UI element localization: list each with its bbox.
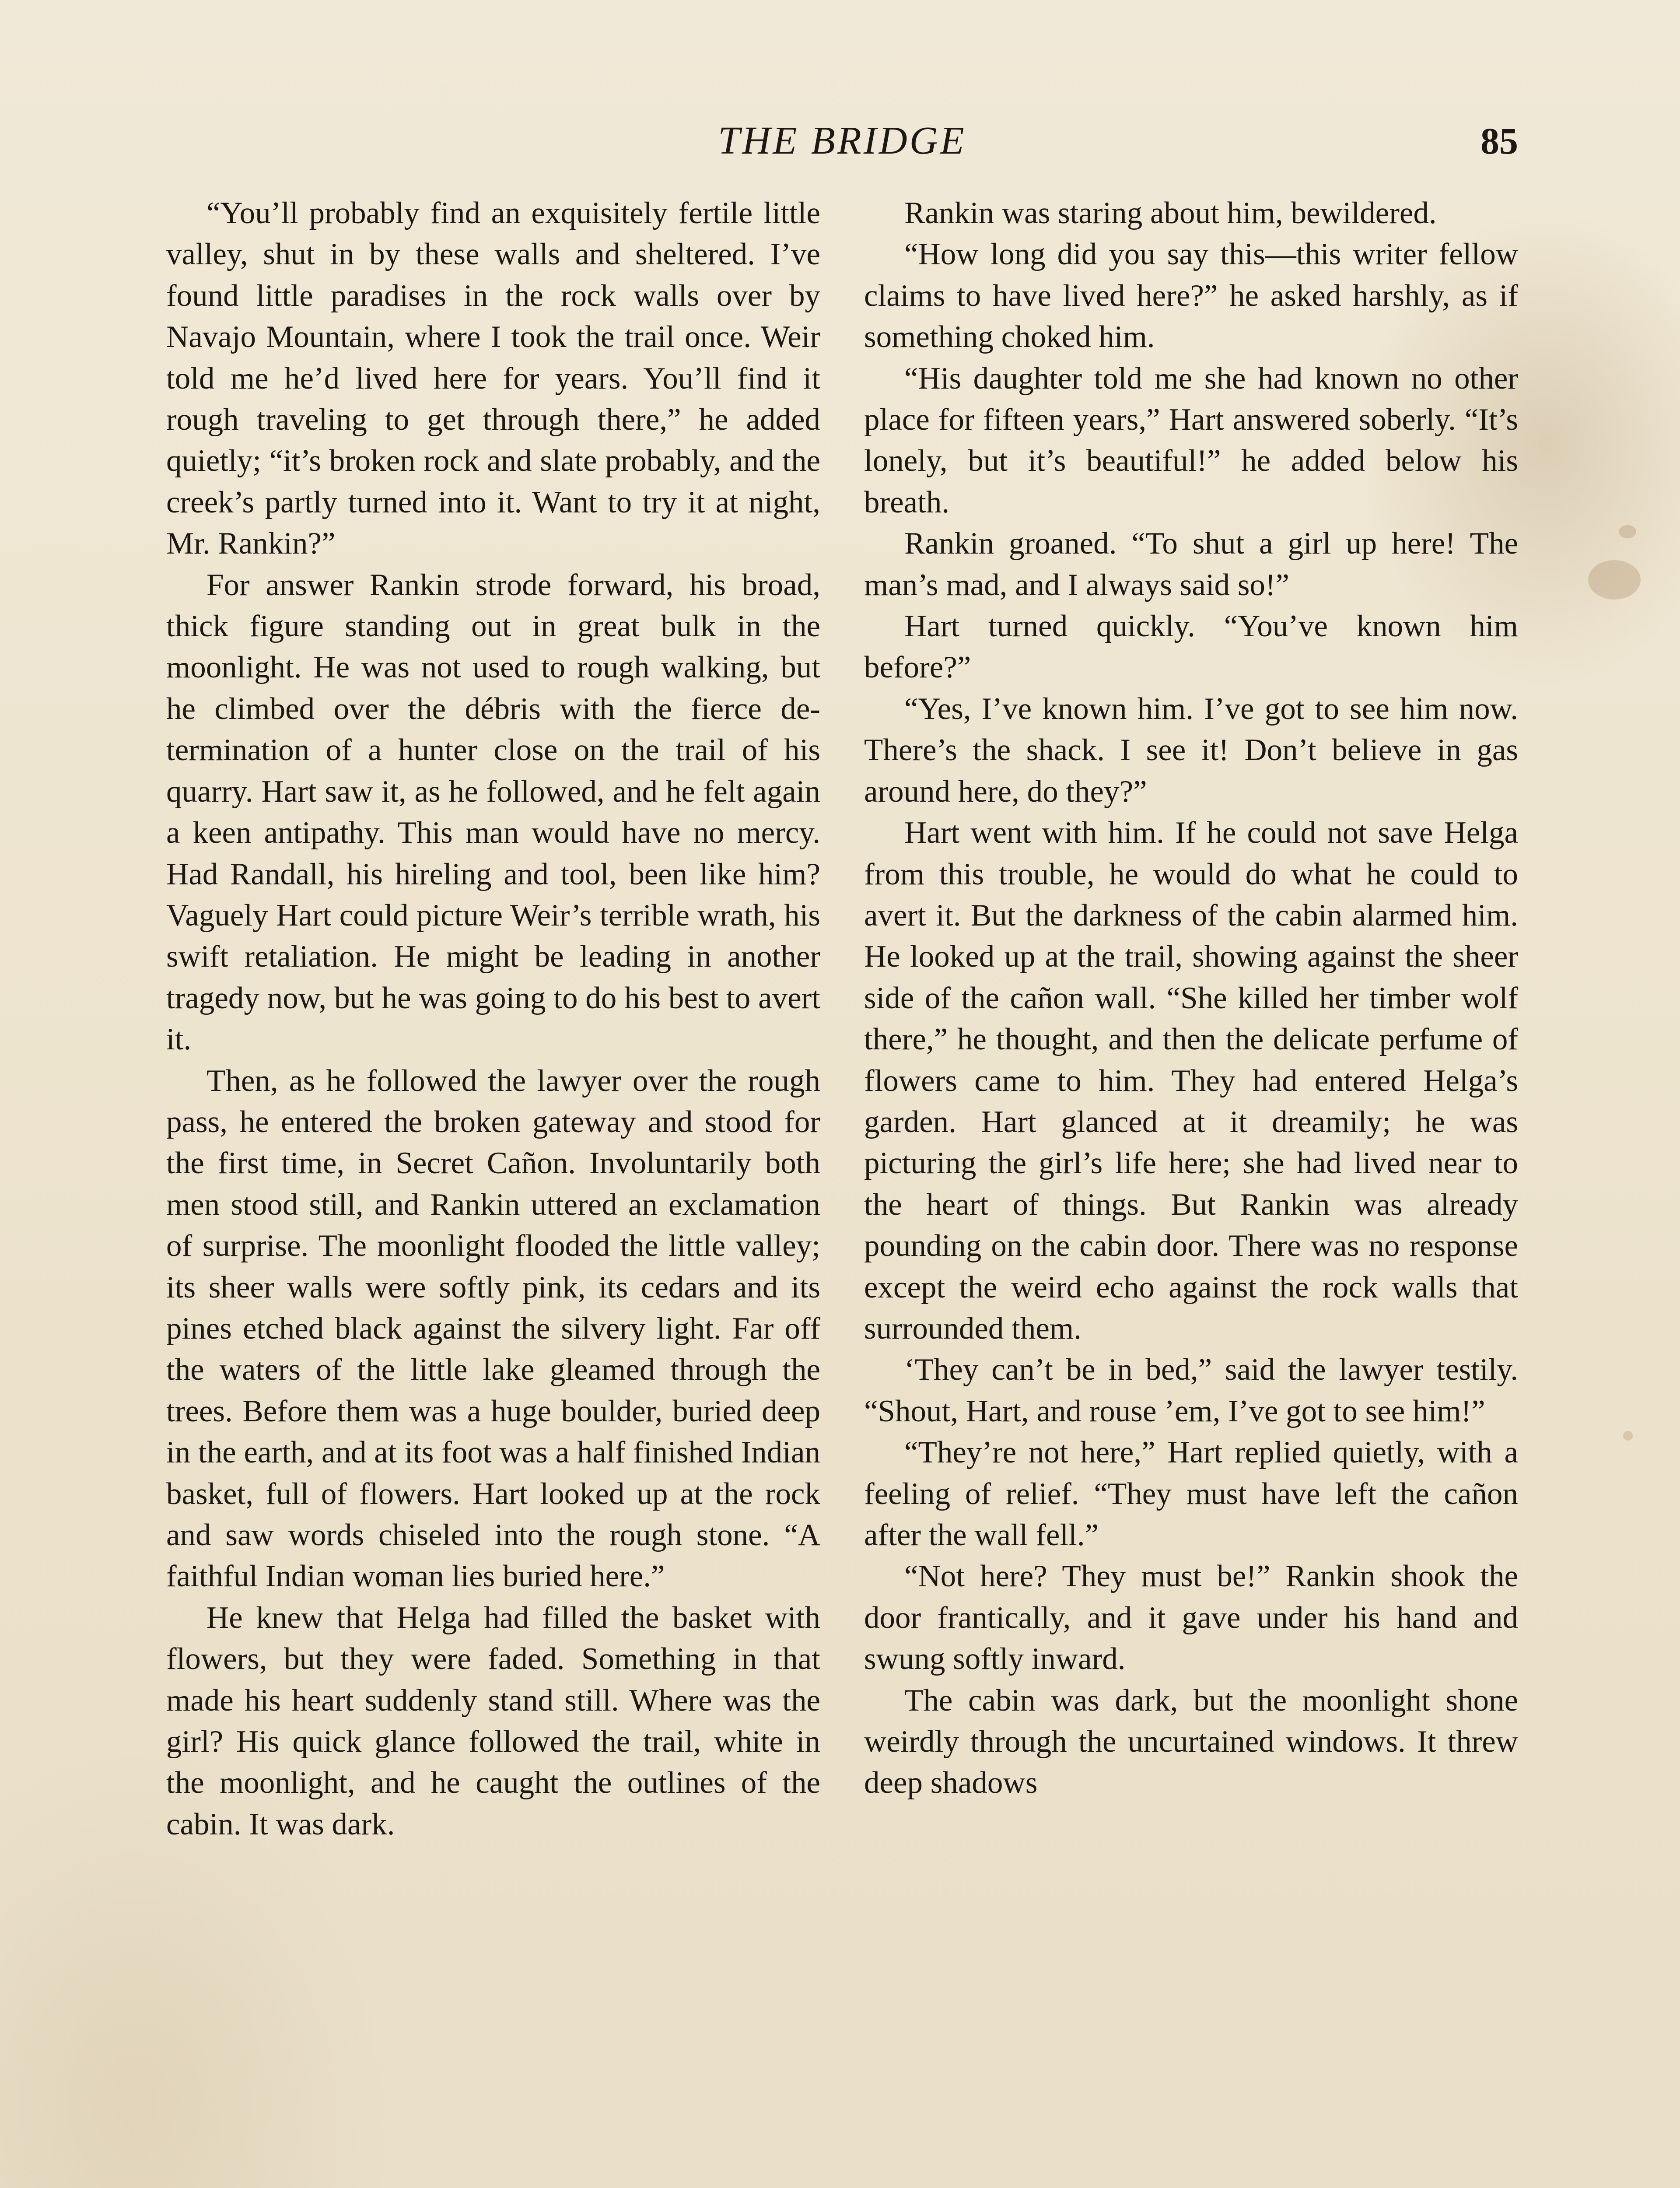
paragraph: ‘They can’t be in bed,” said the lawyer testily. “Shout, Hart, and rouse ’em, I’ve got to see him!” [864, 1353, 1518, 1428]
paragraph: “Yes, I’ve known him. I’ve got to see him now. There’s the shack. I see it! Don’t believe in gas around here, do they?” [864, 691, 1518, 809]
paper-stain [1623, 1431, 1633, 1441]
paragraph: Hart turned quickly. “You’ve known him before?” [864, 609, 1518, 685]
paragraph: Then, as he followed the lawyer over the rough pass, he entered the broken gateway and stood for the first time, in Secret Cañon. Involuntarily both men stood still, and Rankin uttered an exclamation of surprise. The moonlight flooded the little valley; its sheer walls were softly pink, its cedars and its pines etched black against the silvery light. Far off the waters of the little lake gleamed through the trees. Before them was a huge boulder, buried deep in the earth, and at its foot was a half finished Indian basket, full of flowers. Hart looked up at the rock and saw words chiseled into the rough stone. “A faithful Indian woman lies buried here.” [166, 1063, 820, 1594]
paragraph: Hart went with him. If he could not save Helga from this trouble, he would do what he could to avert it. But the darkness of the cabin alarmed him. He looked up at the trail, showing against the sheer side of the cañon wall. “She killed her timber wolf there,” he thought, and then the delicate perfume of flowers came to him. They had entered Helga’s garden. Hart glanced at it dreamily; he was picturing the girl’s life here; she had lived near to the heart of things. But Rankin was already pounding on the cabin door. There was no response except the weird echo against the rock walls that surrounded them. [864, 816, 1518, 1346]
left-column [166, 193, 820, 1845]
paragraph: “His daughter told me she had known no other place for fifteen years,” Hart answered soberly. “It’s lonely, but it’s beautiful!” he added below his breath. [864, 361, 1518, 519]
running-title: THE BRIDGE [718, 119, 966, 162]
right-column [864, 193, 1518, 1804]
paragraph: “You’ll probably find an exquisitely fertile little valley, shut in by these walls and sheltered. I’ve found little paradises in the rock walls over by Navajo Mountain, where I took the trail once. Weir told me he’d lived here for years. You’ll find it rough traveling to get through there,” he added quietly; “it’s broken rock and slate probably, and the creek’s partly turned into it. Want to try it at night, Mr. Rankin?” [166, 196, 820, 561]
paragraph: He knew that Helga had filled the basket with flowers, but they were faded. Something in that made his heart suddenly stand still. Where was the girl? His quick glance followed the trail, white in the moonlight, and he caught the outlines of the cabin. It was dark. [166, 1600, 820, 1841]
paragraph: Rankin was staring about him, bewildered. [904, 196, 1437, 230]
paragraph: For answer Rankin strode forward, his broad, thick figure standing out in great bulk in the moonlight. He was not used to rough walking, but he climbed over the débris with the fierce determination of a hunter close on the trail of his quarry. Hart saw it, as he followed, and he felt again a keen antipathy. This man would have no mercy. Had Randall, his hireling and tool, been like him? Vaguely Hart could picture Weir’s terrible wrath, his swift retaliation. He might be leading in another tragedy now, but he was going to do his best to avert it. [166, 568, 820, 1057]
page-header [166, 115, 1518, 167]
paper-stain [1588, 560, 1641, 600]
paragraph: “Not here? They must be!” Rankin shook the door frantically, and it gave under his hand and swung softly inward. [864, 1559, 1518, 1676]
paper-stain [1619, 525, 1636, 538]
paragraph: “How long did you say this—this writer fellow claims to have lived here?” he asked harshly, as if something choked him. [864, 237, 1518, 354]
paragraph: Rankin groaned. “To shut a girl up here! The man’s mad, and I always said so!” [864, 526, 1518, 602]
paragraph: The cabin was dark, but the moonlight shone weirdly through the uncurtained windows. It threw deep shadows [864, 1683, 1518, 1800]
paragraph: “They’re not here,” Hart replied quietly, with a feeling of relief. “They must have left the cañon after the wall fell.” [864, 1435, 1518, 1552]
page-number: 85 [1480, 120, 1518, 162]
